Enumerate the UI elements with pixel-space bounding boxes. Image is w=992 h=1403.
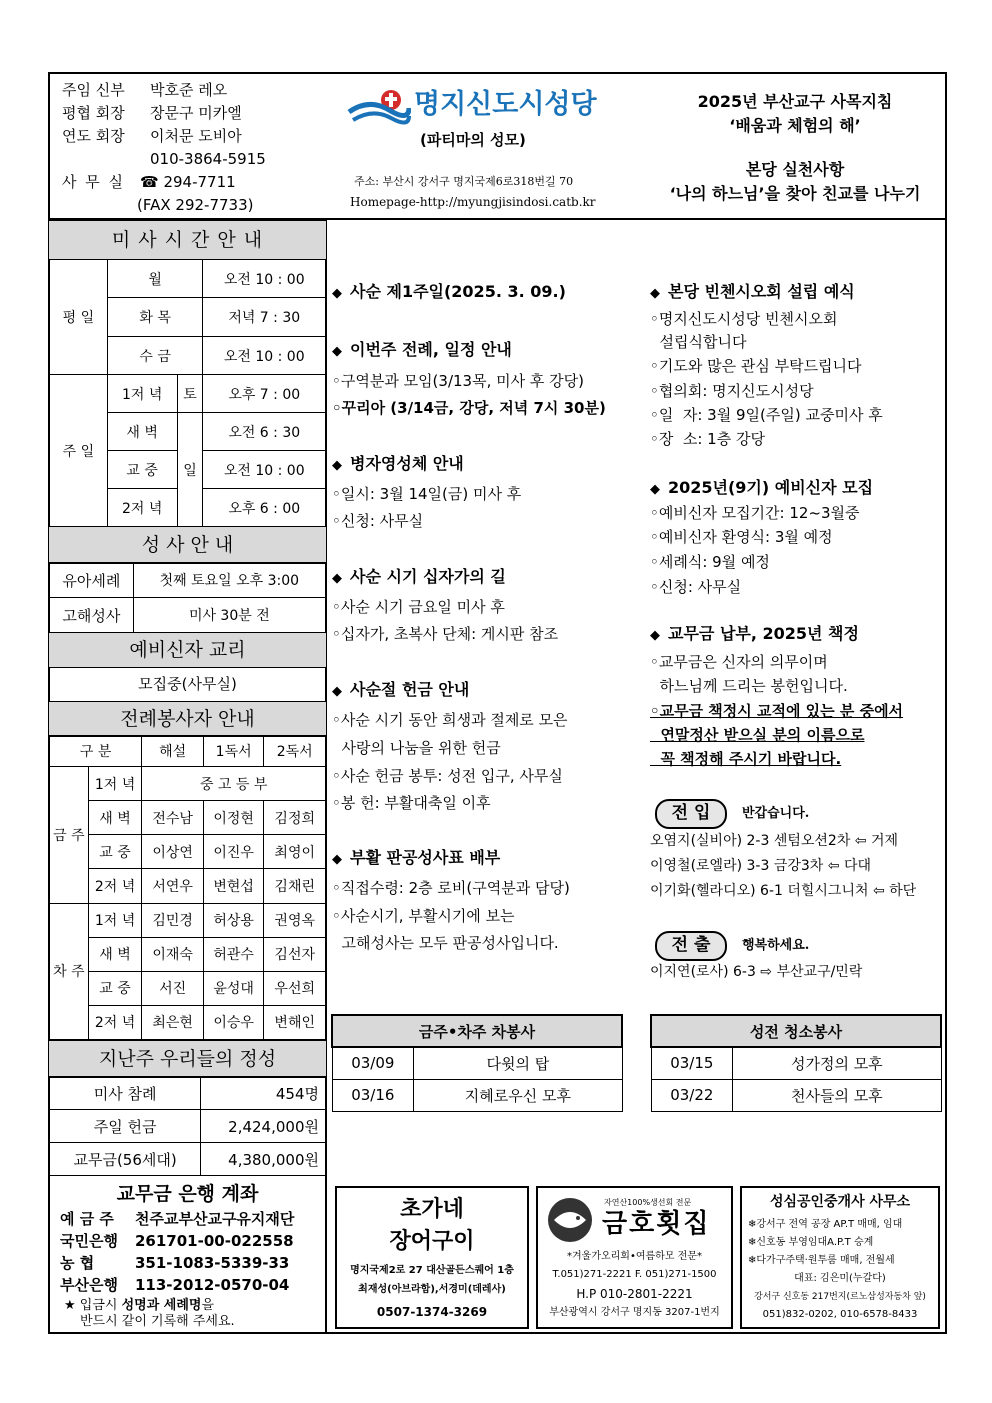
ad-eel-owner: 최재성(아브라함),서경미(데레사) — [358, 1284, 506, 1295]
bank-note-bold: 성명과 세례명 — [121, 1298, 202, 1313]
notice-title-5 — [332, 848, 500, 870]
notice-item: ◦명지신도시성당 빈첸시오회 — [650, 310, 838, 328]
ad-realty-title: 성심공인중개사 사무소 — [769, 1194, 911, 1210]
offering-value-1: 2,424,000원 — [201, 1110, 326, 1143]
notice-item: ◦일시: 3월 14일(금) 미사 후 — [332, 485, 522, 503]
liturgy-header-1: 해설 — [142, 736, 204, 767]
liturgy-header-2: 1독서 — [203, 736, 264, 767]
liturgy-header-0: 구 분 — [50, 736, 142, 767]
ad-eel-name2: 장어구이 — [389, 1229, 475, 1254]
cleaning-team: 성가정의 모후 — [733, 1047, 941, 1079]
notice-title-text: 본당 빈첸시오회 설립 예식 — [668, 282, 855, 301]
notice-title-text: 2025년(9기) 예비신자 모집 — [668, 478, 874, 497]
cleaning-title: 성전 청소봉사 — [651, 1015, 941, 1047]
vehicle-title: 금주•차주 차봉사 — [332, 1015, 622, 1047]
ad-realty — [740, 1186, 940, 1329]
diamond-icon: ◆ — [650, 628, 660, 643]
notice-item: ◦사순 헌금 봉투: 성전 입구, 사무실 — [332, 767, 563, 785]
sacrament-table — [49, 562, 326, 633]
tithe-underlined-1: 연말정산 받으실 분의 이름으로 — [650, 726, 865, 744]
vehicle-table — [331, 1014, 623, 1112]
office-label: 사 무 실 — [62, 173, 126, 191]
staff-name-1: 장문구 미카엘 — [150, 104, 242, 122]
transfer-in-greeting: 반갑습니다. — [742, 806, 810, 821]
ad-sushi-logo-text: 금호횟집 — [602, 1209, 711, 1239]
weekday-day-1: 화 목 — [107, 298, 203, 337]
sunday-name-2: 교 중 — [107, 451, 177, 489]
transfer-out-greeting: 행복하세요. — [742, 938, 810, 953]
notice-title-3 — [332, 567, 506, 589]
ad-eel — [335, 1186, 529, 1329]
liturgy-cell: 변현섭 — [203, 869, 264, 903]
saturday-label: 토 — [177, 375, 203, 413]
sunday-time-2: 오전 10 : 00 — [203, 451, 326, 489]
weekday-time-1: 저녁 7 : 30 — [203, 298, 326, 337]
catechumen-value: 모집중(사무실) — [138, 675, 237, 693]
liturgy-this-name-2: 교 중 — [88, 835, 142, 869]
diamond-icon: ◆ — [332, 286, 342, 301]
church-subtitle: (파티마의 성모) — [420, 131, 526, 149]
bank-label-1: 국민은행 — [60, 1232, 118, 1250]
notice-item: ◦일 자: 3월 9일(주일) 교중미사 후 — [650, 406, 883, 424]
notice-title-0 — [332, 282, 566, 304]
vehicle-date: 03/09 — [332, 1047, 414, 1079]
bank-note-prefix: ★ 입금시 — [64, 1298, 122, 1313]
liturgy-cell: 김민경 — [142, 903, 204, 937]
vehicle-team: 다윗의 탑 — [414, 1047, 622, 1079]
sunday-name-1: 새 벽 — [107, 413, 177, 451]
liturgy-cell: 변해인 — [264, 1005, 326, 1039]
sacrament-title: 성 사 안 내 — [49, 526, 326, 564]
sunday-time-3: 오후 6 : 00 — [203, 489, 326, 527]
notice-item: ◦예비신자 환영식: 3월 예정 — [650, 528, 833, 546]
offering-value-2: 4,380,000원 — [201, 1143, 326, 1176]
sunday-name-3: 2저 녁 — [107, 489, 177, 527]
notice-item: ◦예비신자 모집기간: 12~3월중 — [650, 504, 860, 522]
church-homepage[interactable]: Homepage-http://myungjisindosi.catb.kr — [350, 195, 596, 209]
cleaning-date: 03/15 — [651, 1047, 733, 1079]
liturgy-next-name-1: 새 벽 — [88, 937, 142, 971]
liturgy-cell: 김채린 — [264, 869, 326, 903]
sacrament-label-1: 고해성사 — [50, 598, 134, 633]
motto-line1: 2025년 부산교구 사목지침 — [697, 92, 893, 111]
offering-label-0: 미사 참례 — [50, 1077, 201, 1110]
bank-label-2: 농 협 — [60, 1254, 95, 1272]
liturgy-cell: 우선희 — [264, 971, 326, 1005]
liturgy-this-youth: 중 고 등 부 — [142, 767, 326, 801]
staff-label-0: 주임 신부 — [62, 81, 125, 99]
cleaning-table — [650, 1014, 942, 1112]
notice-item: ◦꾸리아 (3/14금, 강당, 저녁 7시 30분) — [332, 399, 606, 417]
offering-label-1: 주일 헌금 — [50, 1110, 201, 1143]
notice-item: ◦장 소: 1층 강당 — [650, 430, 765, 448]
weekday-day-0: 월 — [107, 260, 203, 298]
diamond-icon: ◆ — [332, 571, 342, 586]
notice-item: ◦봉 헌: 부활대축일 이후 — [332, 794, 491, 812]
diamond-icon: ◆ — [650, 286, 660, 301]
notice-right-title-2 — [650, 624, 859, 646]
notice-title-4 — [332, 680, 469, 702]
liturgy-header-3: 2독서 — [264, 736, 326, 767]
liturgy-cell: 이상연 — [142, 835, 204, 869]
diamond-icon: ◆ — [332, 684, 342, 699]
notice-title-text: 교무금 납부, 2025년 책정 — [668, 624, 859, 643]
cleaning-date: 03/22 — [651, 1079, 733, 1111]
bank-note-suffix: 을 — [201, 1298, 215, 1313]
weekday-time-0: 오전 10 : 00 — [203, 260, 326, 298]
liturgy-cell: 최영이 — [264, 835, 326, 869]
cleaning-team: 천사들의 모후 — [733, 1079, 941, 1111]
notice-item: ◦세례식: 9월 예정 — [650, 553, 770, 571]
ad-sushi — [536, 1186, 733, 1329]
fish-logo-icon — [544, 1196, 596, 1244]
notice-title-2 — [332, 454, 464, 476]
notice-item: 고해성사는 모두 판공성사입니다. — [332, 934, 559, 952]
notice-item: ◦사순시기, 부활시기에 보는 — [332, 907, 515, 925]
church-address: 주소: 부산시 강서구 명지국제6로318번길 70 — [354, 175, 574, 188]
sunday-time-1: 오전 6 : 30 — [203, 413, 326, 451]
weekday-label: 평 일 — [50, 260, 108, 375]
tithe-underlined-0: ◦교무금 책정시 교적에 있는 분 중에서 — [650, 702, 904, 720]
transfer-in-row: 오염지(실비아) 2-3 센텀오션2차 ⇦ 거제 — [650, 833, 899, 849]
tithe-underlined-2: 꼭 책정해 주시기 바랍니다. — [650, 750, 842, 768]
liturgy-cell: 서연우 — [142, 869, 204, 903]
notice-item: ◦사순 시기 금요일 미사 후 — [332, 598, 505, 616]
ad-realty-line: ❄강서구 전역 공장 AP.T 매매, 임대 — [748, 1219, 903, 1230]
bank-note-1 — [64, 1298, 214, 1314]
notice-right-title-1 — [650, 478, 873, 500]
liturgy-cell: 허관수 — [203, 937, 264, 971]
ad-realty-line: 051)832-0202, 010-6578-8433 — [762, 1309, 918, 1320]
practice-line1: 본당 실천사항 — [745, 160, 845, 179]
notice-title-text: 사순 제1주일(2025. 3. 09.) — [350, 282, 566, 301]
notice-title-1 — [332, 340, 512, 362]
liturgy-cell: 서진 — [142, 971, 204, 1005]
sacrament-value-1: 미사 30분 전 — [133, 598, 325, 633]
staff-name-2: 이처문 도비아 — [150, 127, 242, 145]
sunday-label: 주 일 — [50, 375, 108, 527]
sacrament-value-0: 첫째 토요일 오후 3:00 — [133, 563, 325, 598]
diamond-icon: ◆ — [332, 852, 342, 867]
bank-title: 교무금 은행 계좌 — [116, 1183, 259, 1205]
transfer-in-row: 이기화(헬라디오) 6-1 더힐시그니처 ⇦ 하단 — [650, 883, 917, 899]
offering-value-0: 454명 — [201, 1077, 326, 1110]
notice-item: ◦교무금은 신자의 의무이며 — [650, 653, 828, 671]
ad-eel-phone: 0507-1374-3269 — [376, 1305, 488, 1319]
ad-realty-line: ❄다가구주택·원투룸 매매, 전월세 — [748, 1255, 895, 1266]
diamond-icon: ◆ — [332, 344, 342, 359]
mass-table — [49, 259, 326, 527]
liturgy-cell: 권영옥 — [264, 903, 326, 937]
church-logo — [347, 86, 411, 126]
transfer-in-row: 이영철(로엘라) 3-3 금강3차 ⇦ 다대 — [650, 858, 871, 874]
ad-sushi-note: *겨울가오리회•여름하모 전문* — [567, 1251, 702, 1262]
offering-table — [49, 1076, 326, 1176]
bank-value-1: 261701-00-022558 — [135, 1232, 294, 1250]
liturgy-next-name-3: 2저 녁 — [88, 1005, 142, 1039]
notice-right-title-0 — [650, 282, 855, 304]
practice-line2: ‘나의 하느님’을 찾아 친교를 나누기 — [669, 184, 921, 203]
staff-phone: 010-3864-5915 — [150, 150, 266, 168]
ad-sushi-tel: T.051)271-2221 F. 051)271-1500 — [552, 1269, 717, 1280]
diamond-icon: ◆ — [332, 458, 342, 473]
notice-item: ◦기도와 많은 관심 부탁드립니다 — [650, 357, 862, 375]
notice-item: ◦신청: 사무실 — [650, 578, 742, 596]
ad-eel-name1: 초가네 — [400, 1197, 464, 1222]
bank-note-2: 반드시 같이 기록해 주세요. — [80, 1314, 235, 1329]
ad-sushi-hp: H.P 010-2801-2221 — [576, 1287, 693, 1301]
transfer-in-tag: 전 입 — [655, 799, 727, 829]
weekday-time-2: 오전 10 : 00 — [203, 337, 326, 375]
liturgy-cell: 김정희 — [264, 801, 326, 835]
notice-item: ◦협의회: 명지신도시성당 — [650, 382, 814, 400]
liturgy-cell: 이진우 — [203, 835, 264, 869]
notice-item: ◦구역분과 모임(3/13목, 미사 후 강당) — [332, 372, 584, 390]
liturgy-this-name-3: 2저 녁 — [88, 869, 142, 903]
mass-title: 미 사 시 간 안 내 — [49, 220, 326, 260]
this-week-label: 금 주 — [50, 767, 89, 903]
sacrament-label-0: 유아세례 — [50, 563, 134, 598]
bank-value-0: 천주교부산교구유지재단 — [135, 1210, 295, 1228]
liturgy-title: 전례봉사자 안내 — [49, 701, 326, 737]
office-fax: (FAX 292-7733) — [137, 196, 254, 214]
next-week-label: 차 주 — [50, 903, 89, 1039]
ad-sushi-top: 자연산100%생선회 전문 — [604, 1198, 692, 1207]
ad-realty-line: 강서구 신호동 217번지(르노삼성자동차 앞) — [754, 1292, 926, 1302]
notice-title-text: 병자영성체 안내 — [350, 454, 464, 473]
notice-item: 설립식합니다 — [650, 333, 747, 351]
notice-item: ◦직접수령: 2층 로비(구역분과 담당) — [332, 879, 570, 897]
catechumen-title: 예비신자 교리 — [49, 632, 326, 668]
notice-title-text: 부활 판공성사표 배부 — [350, 848, 501, 867]
notice-item: ◦십자가, 초복사 단체: 게시판 참조 — [332, 625, 559, 643]
staff-label-1: 평협 회장 — [62, 104, 125, 122]
vehicle-date: 03/16 — [332, 1079, 414, 1111]
offering-label-2: 교무금(56세대) — [50, 1143, 201, 1176]
ad-eel-addr: 명지국제2로 27 대산골든스퀘어 1층 — [350, 1265, 514, 1276]
staff-name-0: 박호준 레오 — [150, 81, 228, 99]
ad-realty-line: ❄신호동 부영임대A.P.T 승계 — [748, 1237, 874, 1248]
office-phone: ☎ 294-7711 — [140, 173, 236, 191]
weekday-day-2: 수 금 — [107, 337, 203, 375]
notice-item: ◦사순 시기 동안 희생과 절제로 모은 — [332, 711, 568, 729]
liturgy-next-name-0: 1저 녁 — [88, 903, 142, 937]
liturgy-cell: 허상용 — [203, 903, 264, 937]
motto-line2: ‘배움과 체험의 해’ — [729, 116, 861, 135]
liturgy-this-name-0: 1저 녁 — [88, 767, 142, 801]
notice-item: 사랑의 나눔을 위한 헌금 — [332, 739, 501, 757]
sunday-name-0: 1저 녁 — [107, 375, 177, 413]
liturgy-this-name-1: 새 벽 — [88, 801, 142, 835]
ad-sushi-addr: 부산광역시 강서구 명지동 3207-1번지 — [549, 1307, 720, 1318]
transfer-out-tag: 전 출 — [655, 931, 727, 961]
sunday-day-label: 일 — [177, 413, 203, 527]
bank-value-3: 113-2012-0570-04 — [135, 1276, 290, 1294]
notice-title-text: 사순 시기 십자가의 길 — [350, 567, 506, 586]
transfer-out-row: 이지연(로사) 6-3 ⇨ 부산교구/민락 — [650, 964, 863, 980]
liturgy-cell: 윤성대 — [203, 971, 264, 1005]
notice-title-text: 사순절 헌금 안내 — [350, 680, 470, 699]
diamond-icon: ◆ — [650, 482, 660, 497]
bank-label-3: 부산은행 — [60, 1276, 118, 1294]
sunday-time-0: 오후 7 : 00 — [203, 375, 326, 413]
notice-title-text: 이번주 전례, 일정 안내 — [350, 340, 512, 359]
liturgy-cell: 이재숙 — [142, 937, 204, 971]
offering-title: 지난주 우리들의 정성 — [49, 1040, 326, 1078]
liturgy-next-name-2: 교 중 — [88, 971, 142, 1005]
bank-label-0: 예 금 주 — [60, 1210, 114, 1228]
liturgy-cell: 전수남 — [142, 801, 204, 835]
liturgy-cell: 김선자 — [264, 937, 326, 971]
church-name: 명지신도시성당 — [414, 89, 597, 120]
liturgy-cell: 이정현 — [203, 801, 264, 835]
notice-item: ◦신청: 사무실 — [332, 512, 424, 530]
liturgy-cell: 최은현 — [142, 1005, 204, 1039]
notice-item: 하느님께 드리는 봉헌입니다. — [650, 677, 848, 695]
staff-label-2: 연도 회장 — [62, 127, 125, 145]
liturgy-cell: 이승우 — [203, 1005, 264, 1039]
ad-realty-line: 대표: 김은미(누갈다) — [794, 1273, 886, 1284]
bank-value-2: 351-1083-5339-33 — [135, 1254, 290, 1272]
liturgy-table — [49, 735, 326, 1040]
vehicle-team: 지혜로우신 모후 — [414, 1079, 622, 1111]
